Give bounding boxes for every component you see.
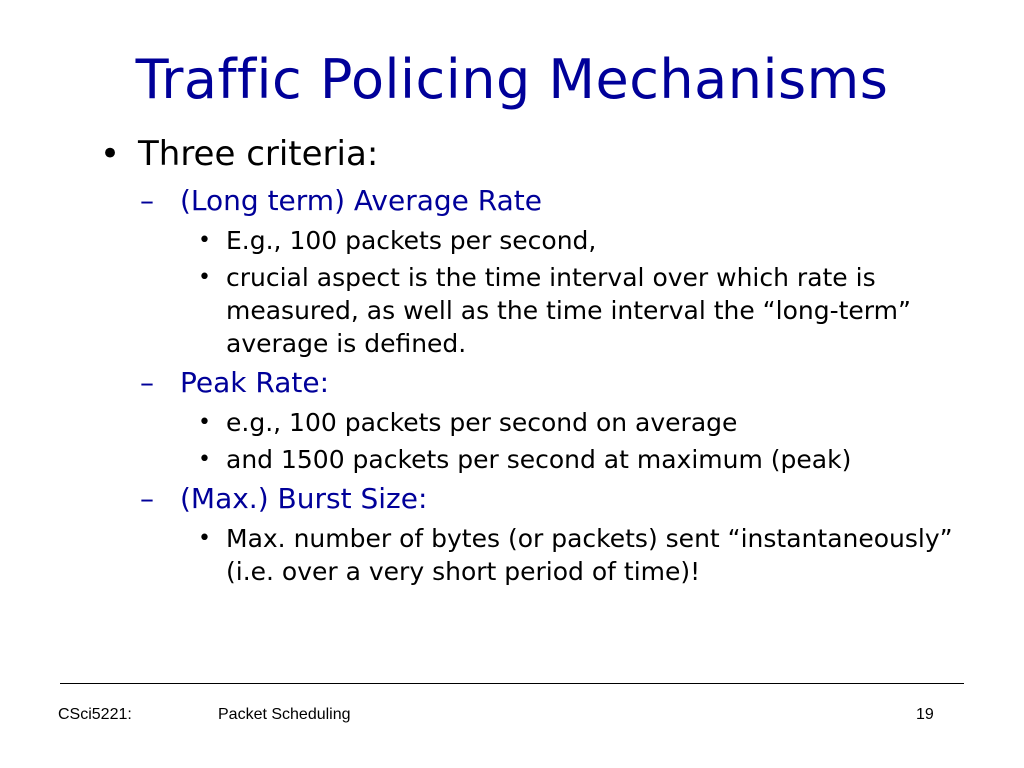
bullet-dot-icon: • bbox=[198, 228, 211, 253]
dash-icon: – bbox=[140, 366, 154, 399]
sub-bullet bbox=[198, 522, 980, 588]
slide-title: Traffic Policing Mechanisms bbox=[135, 48, 889, 111]
footer-course: CSci5221: bbox=[58, 706, 132, 723]
sub-bullet-text: and 1500 packets per second at maximum (peak) bbox=[226, 445, 852, 474]
bullet-dot-icon: • bbox=[198, 410, 211, 435]
dash-icon: – bbox=[140, 482, 154, 515]
sub-bullet-text: e.g., 100 packets per second on average bbox=[226, 408, 738, 437]
sub-bullet bbox=[198, 224, 980, 257]
sub-bullet bbox=[198, 261, 980, 360]
subheading-text: (Long term) Average Rate bbox=[180, 184, 542, 217]
sub-bullet bbox=[198, 406, 980, 439]
bullet-level1 bbox=[100, 130, 980, 178]
sub-bullet-text: crucial aspect is the time interval over which rate is measured, as well as the time interval the “long-term” average is defined. bbox=[226, 263, 911, 358]
bullet-text: Three criteria: bbox=[138, 134, 379, 174]
sub-bullet bbox=[198, 443, 980, 476]
bullet-dot-icon: • bbox=[198, 265, 211, 290]
footer-page-number: 19 bbox=[916, 706, 934, 723]
footer-divider bbox=[60, 683, 964, 684]
bullet-dot-icon: • bbox=[198, 526, 211, 551]
subheading-text: (Max.) Burst Size: bbox=[180, 482, 428, 515]
footer-topic: Packet Scheduling bbox=[218, 706, 351, 723]
slide-content bbox=[100, 130, 980, 588]
sub-bullet-text: Max. number of bytes (or packets) sent “instantaneously” (i.e. over a very short period of time)! bbox=[226, 524, 953, 586]
sub-list bbox=[198, 406, 980, 476]
dash-icon: – bbox=[140, 184, 154, 217]
subheading-average-rate bbox=[140, 182, 980, 220]
sub-list bbox=[198, 224, 980, 360]
sub-bullet-text: E.g., 100 packets per second, bbox=[226, 226, 597, 255]
subheading-peak-rate bbox=[140, 364, 980, 402]
bullet-dot-icon: • bbox=[100, 134, 121, 174]
subheading-burst-size bbox=[140, 480, 980, 518]
sub-list bbox=[198, 522, 980, 588]
bullet-dot-icon: • bbox=[198, 447, 211, 472]
subheading-text: Peak Rate: bbox=[180, 366, 330, 399]
